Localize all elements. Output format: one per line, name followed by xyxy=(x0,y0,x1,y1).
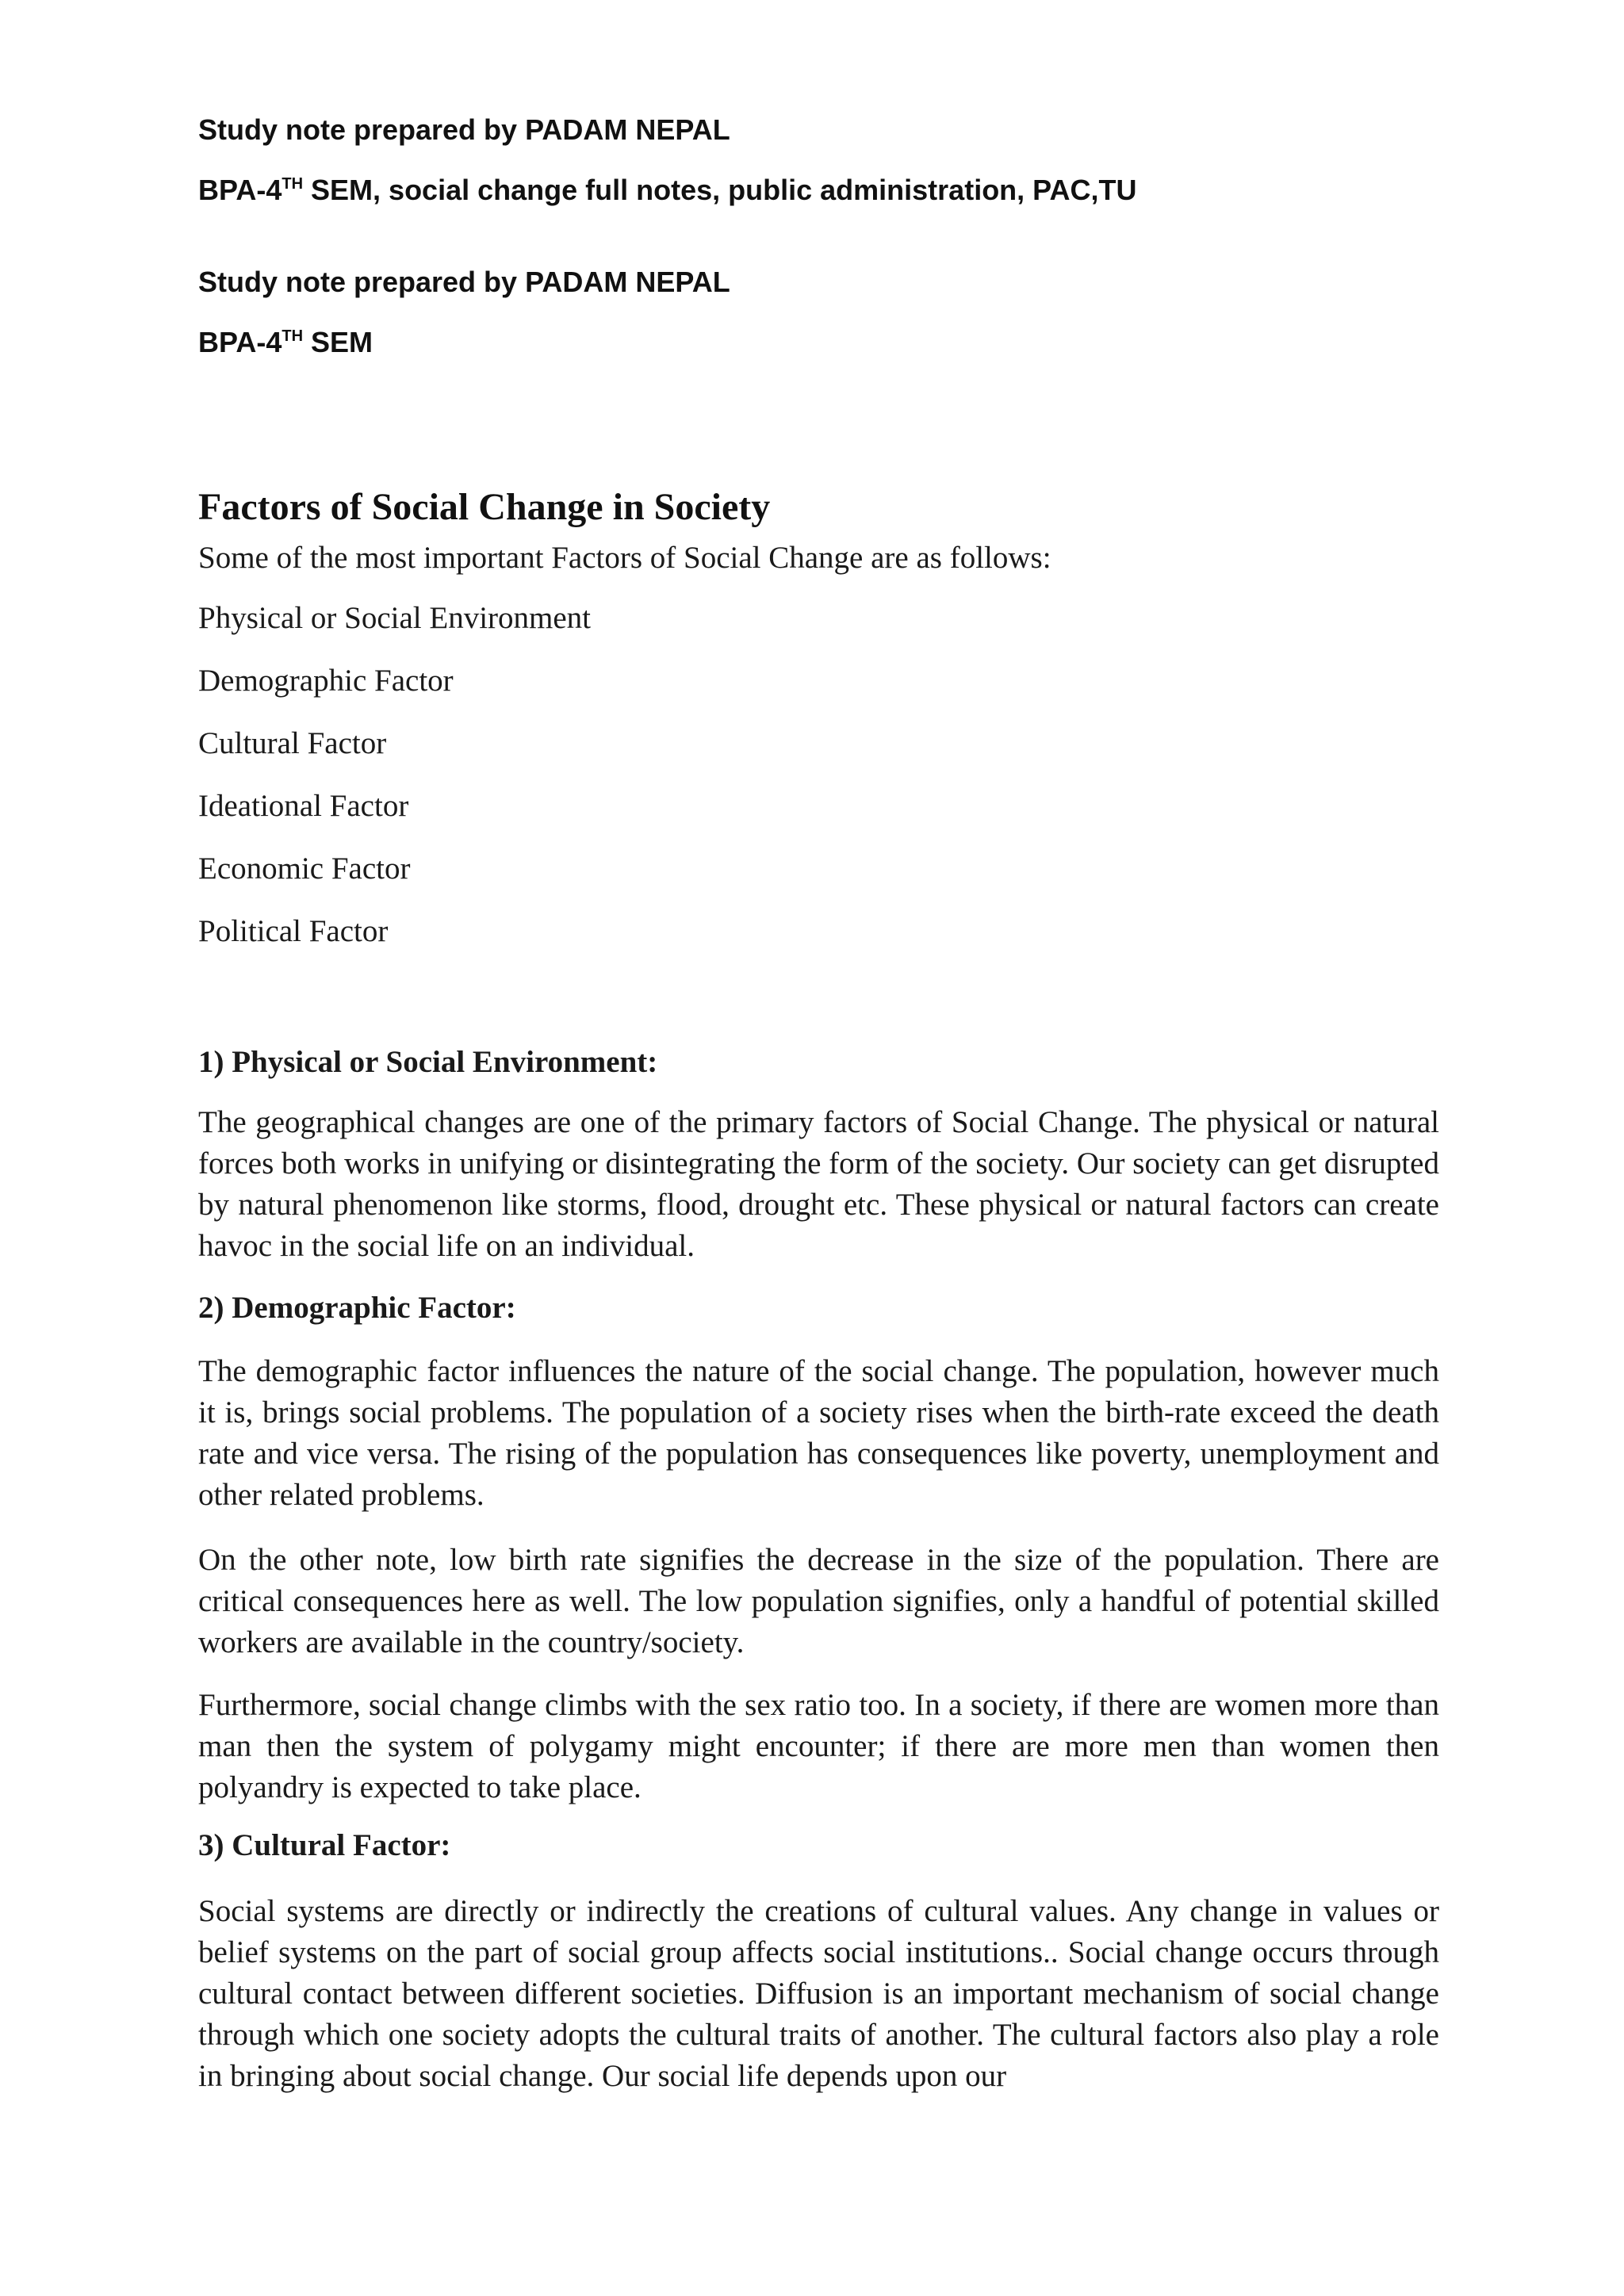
section-heading-physical: 1) Physical or Social Environment: xyxy=(198,1045,658,1079)
semester-code-superscript: TH xyxy=(282,327,304,345)
section-paragraph-demographic-3: Furthermore, social change climbs with the sex ratio too. In a society, if there are women more than man then the system of polygamy might encounter; if there are more men than women then polyandry is expected to take place. xyxy=(198,1688,1439,1804)
header-semester-line xyxy=(198,325,373,360)
factor-item-demographic: Demographic Factor xyxy=(198,664,454,698)
factor-item-economic: Economic Factor xyxy=(198,851,411,886)
article-title: Factors of Social Change in Society xyxy=(198,486,771,528)
course-code: BPA-4 xyxy=(198,174,282,206)
header-author-line-repeat: Study note prepared by PADAM NEPAL xyxy=(198,266,730,298)
factors-list xyxy=(198,599,591,975)
section-heading-cultural: 3) Cultural Factor: xyxy=(198,1828,451,1862)
factor-item-physical: Physical or Social Environment xyxy=(198,601,592,635)
section-paragraph-demographic-1: The demographic factor influences the nature of the social change. The population, however much it is, brings social problems. The population of a society rises when the birth-rate exceed the death rate and vice versa. The rising of the population has consequences like poverty, unemployment and other related problems. xyxy=(198,1354,1439,1512)
semester-label: SEM xyxy=(303,326,373,358)
article-intro: Some of the most important Factors of Social Change are as follows: xyxy=(198,541,1051,575)
semester-code: BPA-4 xyxy=(198,326,282,358)
section-paragraph-physical: The geographical changes are one of the primary factors of Social Change. The physical or natural forces both works in unifying or disintegrating the form of the society. Our society can get disrupted by natural phenomenon like storms, flood, drought etc. These physical or natural factors can create havoc in the social life on an individual. xyxy=(198,1105,1439,1263)
header-author-line: Study note prepared by PADAM NEPAL xyxy=(198,113,730,146)
section-heading-demographic: 2) Demographic Factor: xyxy=(198,1291,516,1325)
factor-item-cultural: Cultural Factor xyxy=(198,726,387,760)
course-code-superscript: TH xyxy=(282,175,304,193)
course-description: SEM, social change full notes, public administration, PAC,TU xyxy=(303,174,1137,206)
section-paragraph-demographic-2: On the other note, low birth rate signifies the decrease in the size of the population. There are critical consequences here as well. The low population signifies, only a handful of potential skilled workers are available in the country/society. xyxy=(198,1543,1439,1659)
factor-item-ideational: Ideational Factor xyxy=(198,789,409,823)
section-paragraph-cultural: Social systems are directly or indirectly the creations of cultural values. Any change in values or belief systems on the part of social group affects social institutions.. Social change occurs through cultural contact between different societies. Diffusion is an important mechanism of social change through which one society adopts the cultural traits of another. The cultural factors also play a role in bringing about social change. Our social life depends upon our xyxy=(198,1894,1439,2093)
factor-item-political: Political Factor xyxy=(198,914,389,948)
header-course-line xyxy=(198,173,1137,208)
